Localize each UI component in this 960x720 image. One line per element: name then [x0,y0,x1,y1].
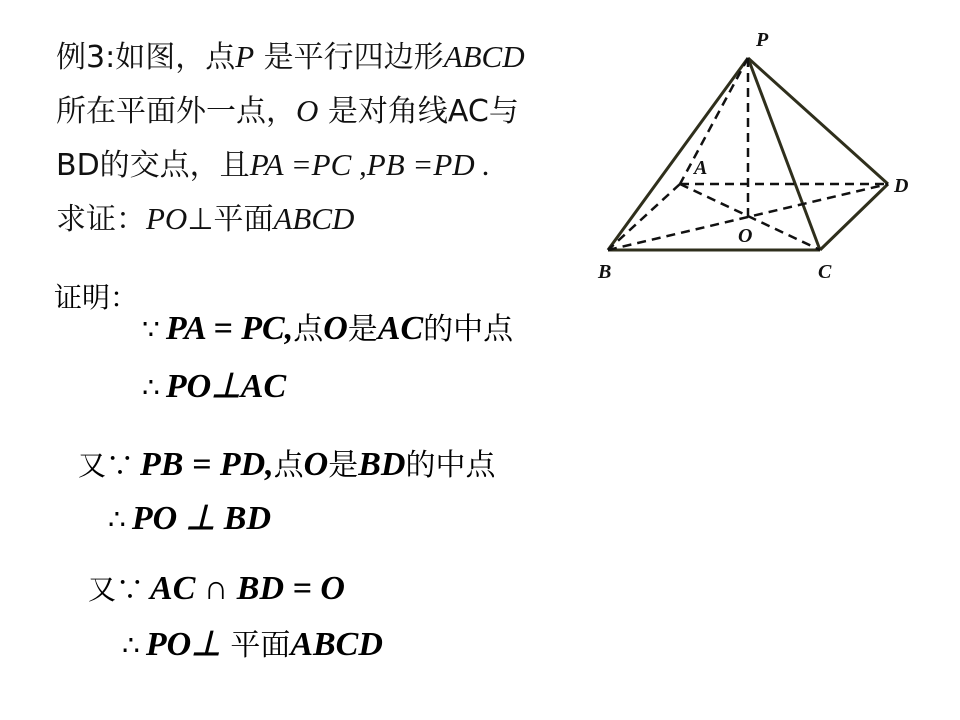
proof-step [142,308,513,350]
proof-math: PO⊥ [145,626,221,663]
proof-step-prefix: 又∵ [78,449,135,482]
proof-math: PA = PC, [165,310,294,347]
proof-step [108,498,271,540]
proof-step [78,444,495,486]
label-O: O [738,225,753,247]
label-B: B [598,261,612,283]
proof-math: AC [377,310,424,347]
proof-step-prefix: 又∵ [88,573,145,606]
shape-label: ABCD [273,201,355,236]
condition-math: PA =PC ,PB =PD . [249,147,491,182]
proof-text: 是 [328,448,359,483]
segment-label: PO [146,201,188,236]
proof-step-prefix: ∴ [122,629,140,662]
label-C: C [818,261,832,283]
proof-text: 是 [347,312,378,347]
problem-line-1 [56,38,525,77]
problem-text: 求证： [56,202,146,237]
point-label: P [235,39,255,74]
edge-PA [680,58,748,184]
problem-text: 是平行四边形 [254,40,444,75]
problem-line-4 [56,200,354,239]
edge-PD [748,58,888,184]
proof-step-prefix: ∵ [142,313,160,346]
proof-step [88,568,345,610]
proof-label: 证明： [54,281,139,314]
edge-AB [608,184,680,250]
proof-text: 点 [293,312,324,347]
problem-text: BD的交点，且 [56,148,250,183]
label-P: P [756,29,769,51]
proof-text: 的中点 [405,448,496,483]
proof-math: O [323,310,348,347]
proof-step [142,366,286,408]
point-label: O [296,93,319,128]
proof-math: PB = PD, [140,446,274,483]
proof-step-prefix: ∴ [142,371,160,404]
edge-PC [748,58,820,250]
label-D: D [894,175,909,197]
problem-line-2 [56,92,519,131]
proof-step-prefix: ∴ [108,503,126,536]
proof-math: PO ⊥ BD [131,500,271,537]
pyramid-figure [590,20,930,290]
problem-text: 所在平面外一点， [56,94,296,129]
problem-line-3 [56,146,490,185]
problem-text: 例3:如图，点 [56,40,236,75]
proof-math: BD [358,446,406,483]
proof-math: AC ∩ BD = O [150,570,345,607]
shape-label: ABCD [443,39,525,74]
proof-step [122,624,383,666]
proof-text: 点 [273,448,304,483]
proof-text: 的中点 [423,312,514,347]
edge-CD [820,184,888,250]
label-A: A [694,157,708,179]
proof-math: O [303,446,329,483]
proof-math: ABCD [290,626,383,663]
proof-text: 平面 [220,628,291,663]
problem-text: 是对角线AC与 [318,94,519,129]
proof-math: PO⊥AC [165,368,287,405]
problem-text: ⊥平面 [187,202,274,237]
